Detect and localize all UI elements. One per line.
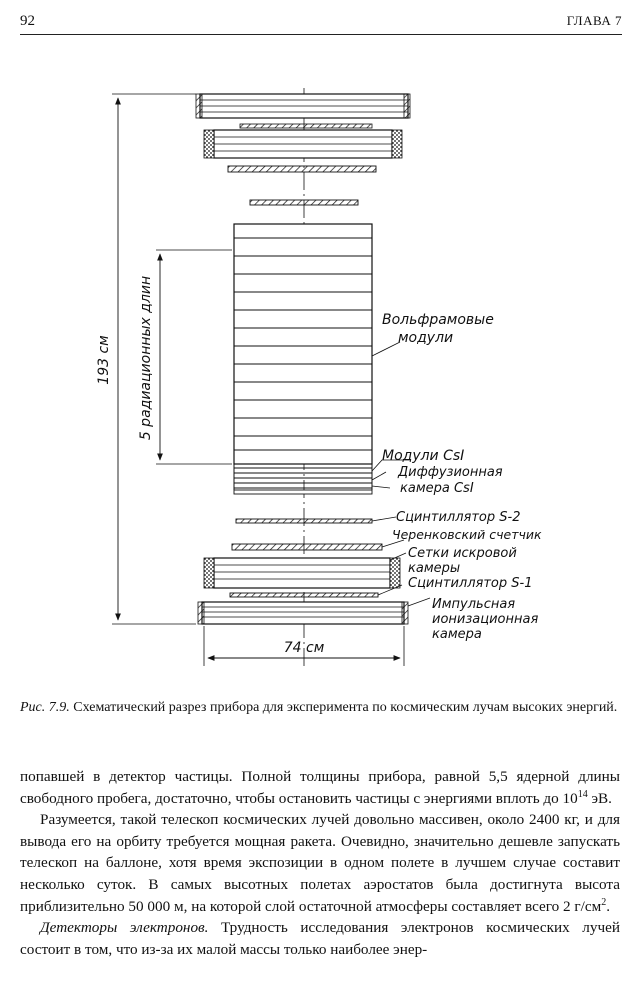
- scintillator-s1: [230, 593, 378, 597]
- tungsten-label-line1: Вольфрамовые: [382, 312, 494, 328]
- tungsten-label-line2: модули: [398, 330, 454, 346]
- scintillator-s2-label: Сцинтиллятор S-2: [396, 510, 521, 525]
- width-label: 74 см: [283, 640, 325, 656]
- spark-chamber-label-line2: камеры: [408, 561, 461, 576]
- section-run-in-heading: Детекторы электронов.: [40, 919, 209, 937]
- scintillator-s2: [236, 519, 372, 523]
- detector-schematic: [0, 70, 642, 670]
- figure-caption: [20, 698, 620, 718]
- caption-text: Схематический разрез прибора для эксперимента по космическим лучам высоких энергий.: [73, 700, 618, 715]
- paragraph-2: Разумеется, такой телескоп космических лучей довольно массивен, около 2400 кг, и для вывода его на орбиту требуется мощная ракета. Очевидно, значительно дешевле запускать телескоп на баллоне, хотя время экспозиции в одном полете в лучшем случае составит несколько суток. В самых высотных полетах аэростатов была достигнута высота приблизительно 50 000 м, на которой слой остаточной атмосферы составляет всего 2 $г/см^2$.: [20, 811, 620, 915]
- radiation-length-dimension: [156, 250, 232, 464]
- chapter-running-head: ГЛАВА 7: [566, 13, 622, 28]
- top-plate-stack: [196, 94, 410, 118]
- top-thin-plate: [240, 124, 372, 128]
- paragraph-3: Детекторы электронов. Трудность исследования электронов космических лучей состоит в том, что из-за их малой массы только наиболее энер-: [20, 919, 620, 958]
- scintillator-s1-label: Сцинтиллятор S-1: [408, 576, 533, 591]
- ionization-chamber: [198, 602, 408, 624]
- height-dimension: [112, 94, 196, 624]
- csi-modules-label: Модули CsI: [382, 448, 465, 464]
- upper-spark-chamber: [204, 130, 402, 158]
- ionization-label-line1: Импульсная: [432, 597, 516, 612]
- tungsten-modules: [234, 224, 372, 464]
- ionization-label-line2: ионизационная: [432, 612, 539, 627]
- upper-cherenkov: [250, 200, 358, 205]
- header-rule: [20, 34, 622, 35]
- upper-scintillator: [228, 166, 376, 172]
- lower-spark-chamber: [204, 558, 400, 588]
- caption-label: Рис. 7.9.: [20, 700, 70, 715]
- ionization-label-line3: камера: [432, 627, 482, 642]
- body-text: [20, 766, 620, 960]
- diffusion-label-line1: Диффузионная: [398, 465, 503, 480]
- diffusion-chamber-csi: [234, 490, 372, 494]
- diffusion-label-line2: камера CsI: [400, 481, 474, 496]
- cherenkov-label: Черенковский счетчик: [392, 527, 542, 542]
- height-label: 193 см: [96, 335, 112, 385]
- paragraph-1: попавшей в детектор частицы. Полной толщины прибора, равной 5,5 ядерной длины свободного пробега, достаточно, чтобы остановить частицы с энергиями вплоть до $10^{14}$ эВ.: [20, 768, 620, 807]
- radiation-length-label: 5 радиационных длин: [138, 275, 154, 441]
- page-number: 92: [20, 13, 35, 29]
- csi-modules: [234, 464, 372, 490]
- spark-chamber-label-line1: Сетки искровой: [408, 546, 517, 561]
- cherenkov-counter: [232, 544, 382, 550]
